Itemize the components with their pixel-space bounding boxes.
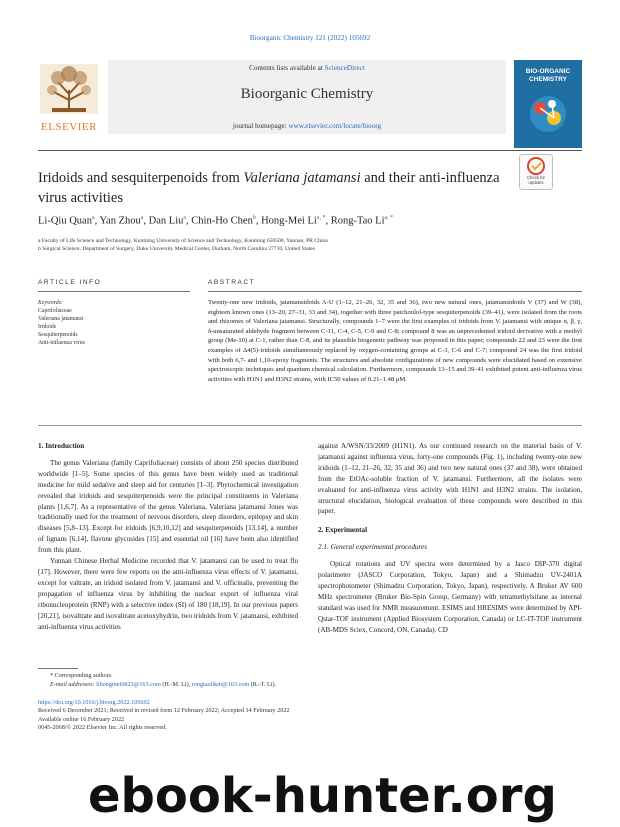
abstract-end-rule [38, 425, 582, 426]
author-affiliation-mark[interactable]: b [252, 215, 256, 221]
article-info-rule [38, 291, 190, 292]
author-affiliation-mark[interactable]: a, * [384, 215, 394, 221]
author[interactable]: Chin-Ho Chen [191, 215, 253, 227]
abstract-rule [208, 291, 582, 292]
right-column [318, 441, 582, 667]
elsevier-logo [34, 60, 104, 134]
molecule-art-icon [522, 90, 574, 138]
email-prefix: E-mail addresses: [50, 681, 97, 688]
check-updates-icon [520, 155, 552, 177]
sciencedirect-link[interactable]: ScienceDirect [324, 64, 365, 72]
affiliation-b: b Surgical Science, Department of Surgery, Duke University Medical Center, Durham, North Carolina 27710, United States [38, 246, 315, 252]
keywords-label: Keywords: [38, 300, 63, 306]
keywords-block [38, 299, 188, 347]
email-link[interactable]: rongtaolikm@163.com [191, 681, 250, 688]
doi-link[interactable]: https://doi.org/10.1016/j.bioorg.2022.105692 [38, 699, 150, 706]
received-dates: Received 6 December 2021; Received in revised form 12 February 2022; Accepted 14 February 2022 [38, 707, 290, 715]
author-affiliation-mark[interactable]: a [183, 215, 187, 221]
author[interactable]: Yan Zhou [99, 215, 141, 227]
available-online: Available online 16 February 2022 [38, 715, 125, 723]
abstract-label: ABSTRACT [208, 279, 256, 286]
title-part: and their anti-influenza virus activities [38, 170, 500, 206]
email-line [50, 681, 276, 688]
author[interactable]: Dan Liu [148, 215, 184, 227]
homepage-line [108, 122, 506, 130]
email-link[interactable]: lihongmei0823@163.com [96, 681, 161, 688]
contents-prefix: Contents lists available at [249, 64, 325, 72]
header-rule [38, 150, 582, 151]
footer-block [38, 699, 290, 733]
keyword: Anti-influenza virus [38, 340, 85, 346]
article-info-label: ARTICLE INFO [38, 279, 102, 286]
experimental-heading: 2. Experimental [318, 526, 368, 535]
author[interactable]: Li-Qiu Quan [38, 215, 92, 227]
journal-reference[interactable]: Bioorganic Chemistry 121 (2022) 105692 [249, 34, 371, 42]
check-for-updates-button[interactable] [519, 154, 553, 190]
email-suffix: (R.-T. Li). [249, 681, 277, 688]
keyword: Iridoids [38, 324, 57, 330]
keyword: Valeriana jatamansi [38, 316, 84, 322]
author[interactable]: Hong-Mei Li [261, 215, 317, 227]
author-affiliation-mark[interactable]: a [140, 215, 144, 221]
author-list: Li-Qiu Quan$^a$, Yan Zhou$^a$, Dan Liu$^a$, Chin-Ho Chen$^b$, Hong-Mei $Li^{a, *}$, Rong-Tao $Li^{a, *}$ [38, 215, 394, 227]
footnote-rule [38, 668, 78, 669]
intro-heading: 1. Introduction [38, 442, 85, 450]
intro-paragraph: Yunnan Chinese Herbal Medicine recorded that V. jatamansi can be used to treat flu [17]. However, there were few reports on the anti-influenza virus effects of V. jatamansi, except for valtrate, an iridoid isolated from V. jatamansi and V. officinalis, preventing the propagation of influenza virus by inhibiting the nuclear export of influenza viral ribonucleoprotein (RNP) with a selective index (SI) of 180 [18,19]. In our previous papers [20,21], isovaltrate and isovaltrate acetoxyhydrin, two iridoids from V. jatamansi, exhibited anti-influenza virus activities [38, 557, 298, 631]
check-updates-label: Check for updates [527, 175, 545, 185]
author-affiliation-mark[interactable]: a [91, 215, 95, 221]
author-affiliation-mark[interactable]: a, * [316, 215, 326, 221]
keyword: Caprifoliaceae [38, 308, 72, 314]
corresponding-note: * Corresponding authors. [50, 672, 113, 679]
contents-line [108, 64, 506, 72]
journal-title: Bioorganic Chemistry [240, 86, 374, 102]
abstract-text: Twenty-one new iridoids, jatamansidoids A-U (1–12, 21–26, 32, 35 and 36), two new natural ones, jatamansidoids V (37) and W (38), eighteen known ones (13–20, 27–31, 33 and 34), together with three patchoulol-type sesquiterpenoids (39–41), were isolated from the roots and rhizomes of Valeriana jatamansi. Structurally, compounds 1–7 were the first examples of iridoids from V. jatamansi with unique α, β, γ, δ-unsaturated aldehyde fragment between C-11, C-4, C-5, C-9 and C-8; compound 8 was an unprecedented iridoid derivative with a methyl group (Me-10) at C-1, rather than C-8, and its plausible biogenetic pathway was proposed in this paper; compounds 22 and 23 were the first examples of Δ4(5)-iridoids simultaneously replaced by oxygen-containing groups at C-3, C-6 and C-7; compound 24 was the first iridoid with both 6,7- and 1,10-epoxy fragments. The structures and absolute configurations of new compounds were elucidated based on extensive spectroscopic techniques and quantum chemical calculation. Furthermore, compounds 13–15 and 39–41 exhibited potent anti-influenza virus activities with H1N1 and H3N2 strains, with IC50 values of 0.21–1.48 μM. [208, 299, 582, 383]
keyword: Sesquiterpenoids [38, 332, 78, 338]
homepage-prefix: journal homepage: [232, 122, 289, 130]
cover-title: BIO-ORGANIC CHEMISTRY [525, 68, 571, 83]
author[interactable]: Rong-Tao Li [330, 215, 385, 227]
elsevier-wordmark: ELSEVIER [41, 121, 97, 133]
title-part: Iridoids and sesquiterpenoids from [38, 170, 244, 186]
left-column [38, 441, 298, 667]
title-italic: Valeriana jatamansi [243, 170, 361, 186]
journal-cover [514, 60, 582, 148]
affiliation-a: a Faculty of Life Science and Technology, Kunming University of Science and Technology, Kunming 650500, Yunnan, PR China [38, 238, 328, 244]
article-title [38, 168, 508, 208]
homepage-link[interactable]: www.elsevier.com/locate/bioorg [288, 122, 382, 130]
copyright: 0045-2068/© 2022 Elsevier Inc. All rights reserved. [38, 724, 167, 732]
subsection-heading: 2.1. General experimental procedures [318, 543, 428, 552]
intro-paragraph: The genus Valeriana (family Caprifoliaceae) consists of about 250 species distributed worldwide [1–5]. Some species of this genus have been widely used as traditional medicine for mild sedative and sleep aid for centuries [1–3]. Phytochemical investigation revealed that iridoids and sesquiterpenoids were the principal constituents in Valeriana plants [1,6,7]. As a representative of the genus Valeriana, Valeriana jatamansi Jones was traditionally used for the treatment of nervous disorders, sleep disorders, epilepsy and skin diseases [5,8–13]. Except for iridoids [6,9,10,12] and sesquiterpenoids [13,14], a number of lignans [6,14], flavone glycosides [15] and essential oil [16] have been also identified from this plant. [38, 458, 298, 555]
email-suffix: (H.-M. Li), [160, 681, 192, 688]
body-paragraph: Optical rotations and UV spectra were determined by a Jasco DIP-370 digital polarimeter (JASCO Corporation, Tokyo, Japan) and a Shimadzu UV-2401A spectrophotometer (Shimadzu Corporation, Tokyo, Japan), respectively. A Bruker AV 600 MHz spectrometer (Bruker Bio-Spin Group, Germany) with tetramethylsilane as internal standard was used for NMR measurement. ESIMS and HRESIMS were determined by API-Qstar-TOF instrument (Applied Biosystem Corporation, Canada) or LC-IT-TOF instrument (AB-MDS Sciex, Concord, ON, Canada). CD [318, 560, 582, 634]
body-paragraph: against A/WSN/33/2009 (H1N1). As our continued research on the material basis of V. jatamansi against influenza virus, forty-one compounds (Fig. 1), including twenty-one new iridoids (1–12, 21–26, 32, 35 and 36) and two new natural ones (37 and 38), were obtained from the EtOAc-soluble fraction of V. jatamansi. Furthermore, all the isolates were evaluated for anti-influenza virus activity with H1N1 and H3N2 strains. The isolation, structural elucidation, biological evaluation of these compounds were described in this paper. [318, 442, 582, 516]
watermark: ebook-hunter.org [88, 768, 557, 824]
